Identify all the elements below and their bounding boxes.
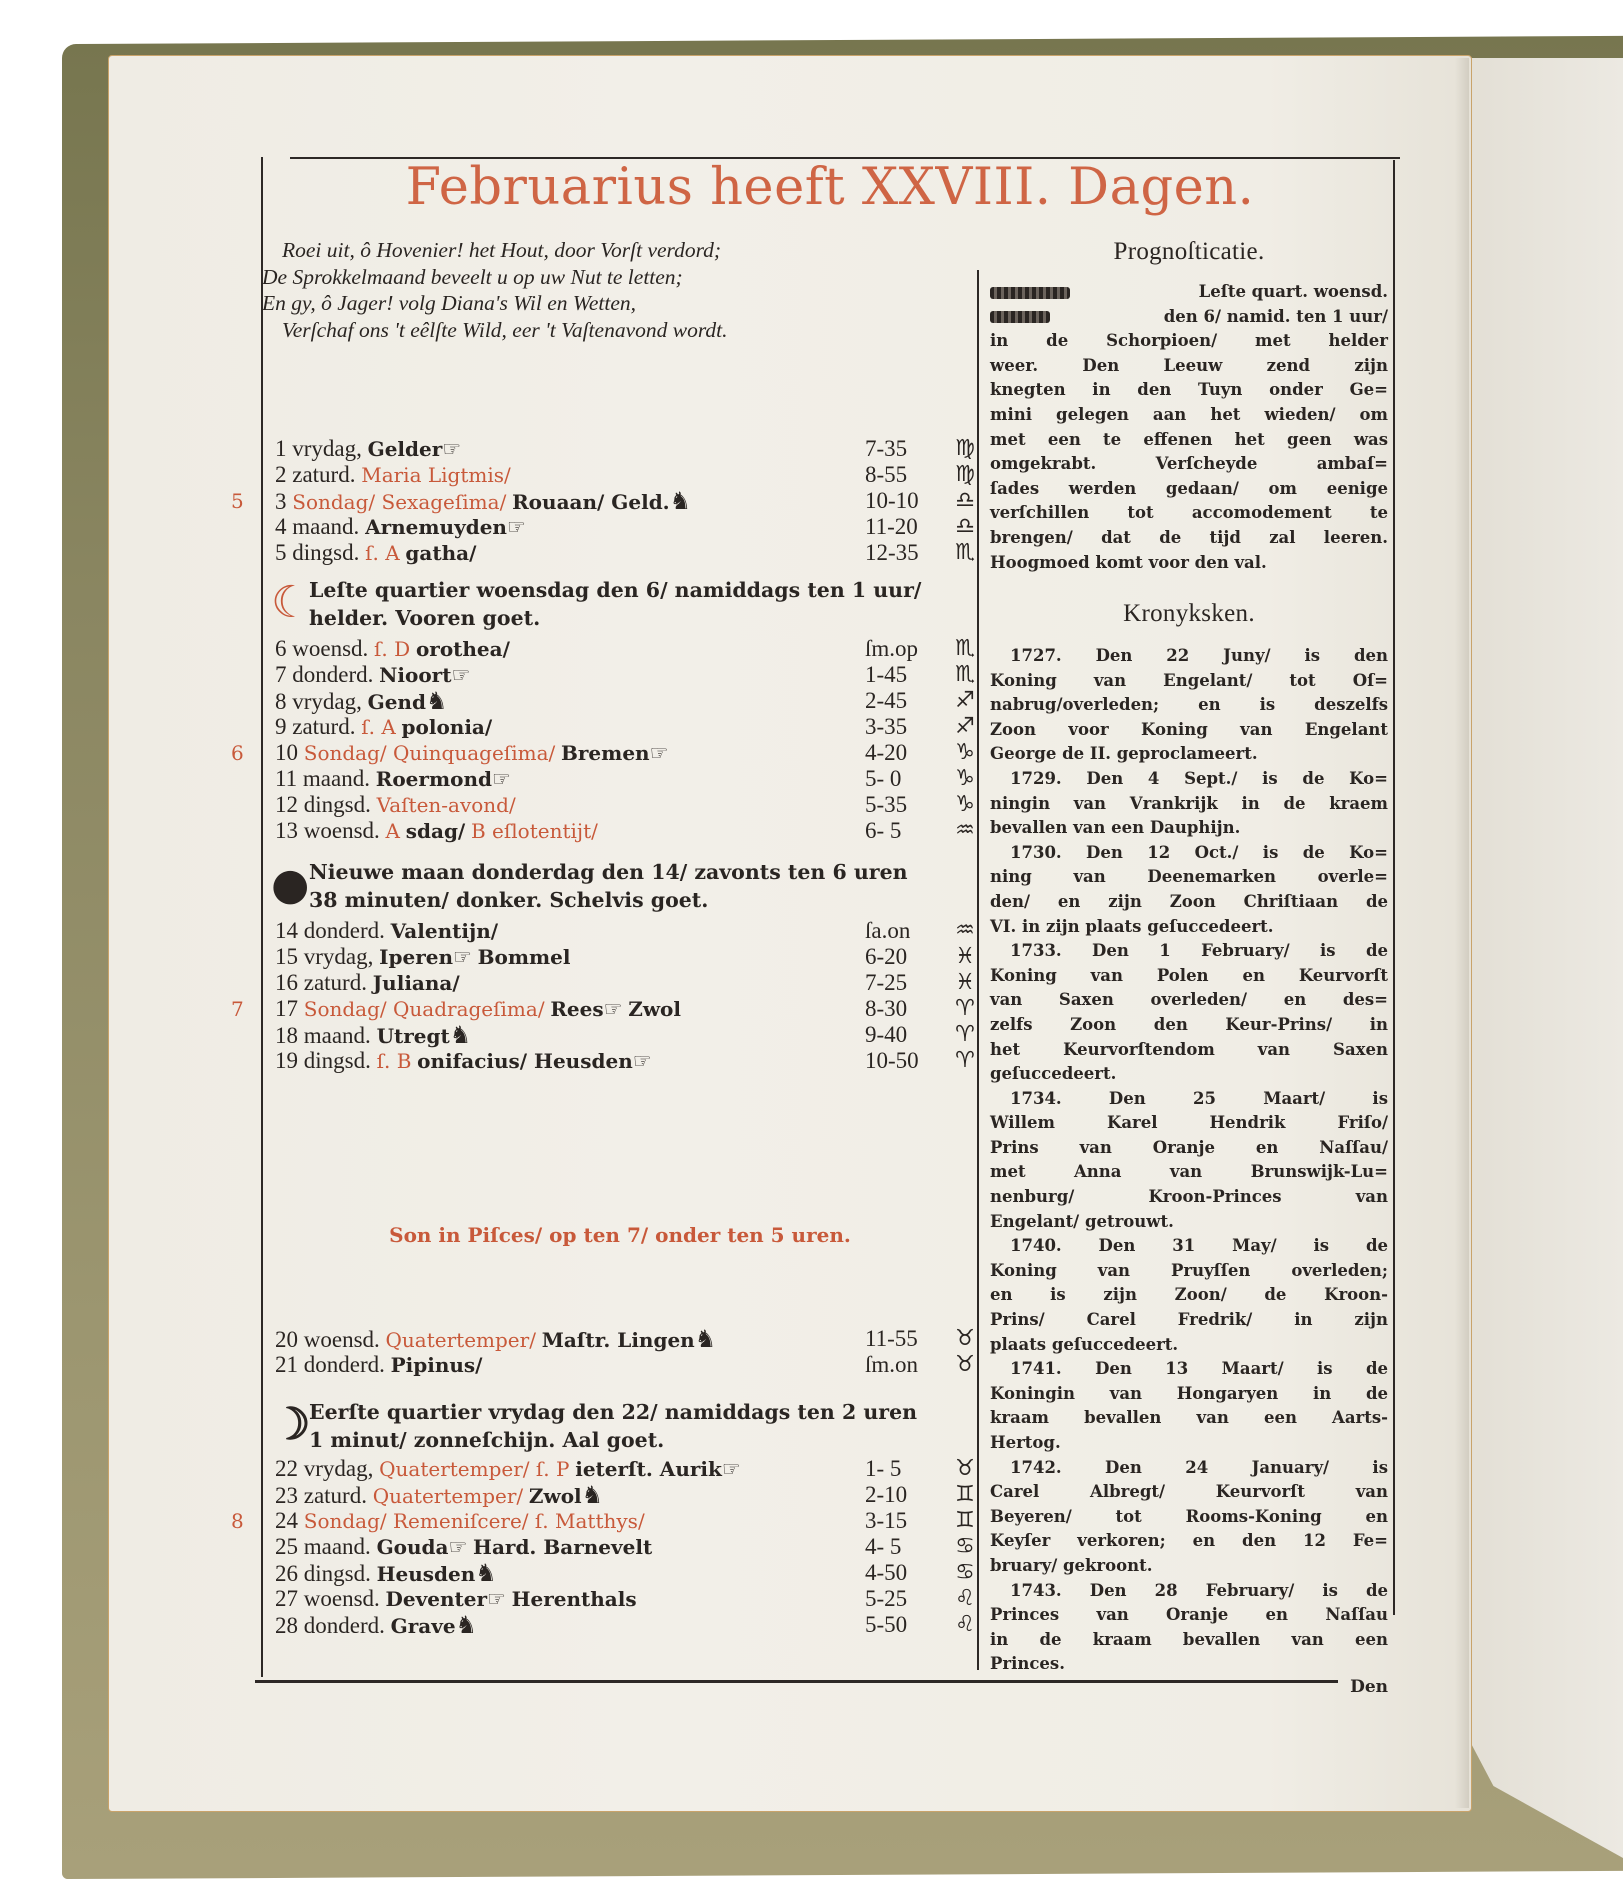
zodiac-sign-icon: ♉ (955, 1456, 975, 1481)
chronicle-line: bevallen van een Dauphijn. (990, 818, 1241, 838)
chronicle-line: Princes van Oranje en Naſſau (990, 1605, 1388, 1625)
prognosticatie-line (990, 305, 1388, 330)
chronicle-line: en is zijn Zoon/ de Kroon- (990, 1285, 1388, 1305)
moon-phase-note-last-quarter (271, 568, 975, 636)
prognosticatie-line: verſchillen tot accomodement te (990, 503, 1388, 523)
moonrise-time: 4-50 (865, 1560, 908, 1585)
day-label: 5 dingsd. (275, 540, 360, 565)
chronicle-entry (990, 1456, 1388, 1579)
event-text: Grave (390, 1614, 456, 1638)
prognosticatie-line: ſades werden gedaan/ om eenige (990, 478, 1388, 498)
prognosticatie-line: omgekrabt. Verſcheyde ambaſ= (990, 454, 1388, 474)
zodiac-sign-icon: ♐ (955, 714, 975, 739)
event-text-secondary: Hard. Barnevelt (473, 1535, 653, 1559)
week-number: 5 (231, 489, 244, 513)
zodiac-sign-icon: ♈ (955, 1022, 975, 1047)
sun-note: Son in Piſces/ op ten 7/ onder ten 5 uren. (389, 1223, 851, 1247)
day-label: 24 (275, 1508, 298, 1533)
chronicle-line: Hertog. (990, 1433, 1061, 1452)
horse-icon: ♞ (449, 1021, 472, 1049)
event-text: Gend (367, 690, 426, 714)
calendar-row (275, 1022, 975, 1048)
chronicle-entry (990, 841, 1388, 939)
moonrise-time: 7-35 (865, 436, 908, 461)
feast-day: Sondag/ Quadrageſima/ (303, 997, 545, 1021)
moonrise-time: 8-55 (865, 462, 908, 487)
prognosticatie-section (990, 238, 1388, 575)
day-label: 7 donderd. (275, 662, 374, 687)
chronicle-line: nabrug/overleden; en is deszelfs (990, 695, 1388, 715)
calendar-row (275, 1326, 975, 1352)
moonrise-time: 1-45 (865, 662, 908, 687)
event-text: Arnemuyden (365, 515, 507, 539)
calendar-row (275, 918, 975, 944)
prognosticatie-line: Hoogmoed komt voor den val. (990, 552, 1267, 572)
feast-day: Maria Ligtmis/ (361, 463, 511, 487)
moonrise-time: 7-25 (865, 970, 908, 995)
day-label: 27 woensd. (275, 1586, 380, 1611)
moonrise-time: 3-15 (865, 1508, 908, 1533)
prognosticatie-heading: Prognoſticatie. (1113, 238, 1265, 265)
horse-icon: ♞ (694, 1325, 717, 1353)
moonrise-time: 6- 5 (865, 818, 902, 843)
verse-line: En gy, ô Jager! volg Diana's Wil en Wetten, (262, 291, 637, 315)
day-label: 22 vrydag, (275, 1456, 374, 1481)
calendar-block-4 (275, 1326, 975, 1378)
zodiac-sign-icon: ♓ (955, 970, 975, 995)
prognosticatie-line: brengen/ dat de tijd zal leeren. (990, 527, 1388, 547)
calendar-row (275, 818, 975, 844)
event-text: Rouaan/ Geld. (512, 490, 670, 514)
event-text: Bremen (560, 741, 650, 765)
chronicle-line: Koning van Pruyſſen overleden; (990, 1260, 1388, 1280)
day-label: 1 vrydag, (275, 436, 362, 461)
moonrise-time: 9-40 (865, 1022, 908, 1047)
horse-icon: ♞ (475, 1559, 497, 1587)
catchword: Den (1350, 1676, 1388, 1697)
chronicle-line: ningin van Vrankrijk in de kraem (990, 793, 1388, 813)
feast-day: ſ. D (374, 637, 411, 661)
calendar-row (275, 766, 975, 792)
pointing-hand-icon: ☞ (491, 767, 511, 791)
event-text: gatha/ (405, 541, 477, 565)
chronicle-entry (990, 1087, 1388, 1235)
spine-shadow (1455, 58, 1469, 1808)
week-number: 7 (231, 997, 244, 1021)
day-label: 15 vrydag, (275, 944, 374, 969)
calendar-row (275, 1352, 975, 1378)
pointing-hand-icon: ☞ (649, 741, 669, 765)
feast-day: Vaſten-avond/ (376, 793, 516, 817)
moon-note (271, 858, 975, 914)
calendar-row (231, 996, 975, 1022)
moonrise-time: 4- 5 (865, 1534, 902, 1559)
facing-page (1465, 58, 1623, 1858)
zodiac-sign-icon: ♊ (955, 1482, 975, 1507)
moonrise-time: 5- 0 (865, 766, 902, 791)
zodiac-sign-icon: ♍ (955, 462, 975, 487)
moonrise-time: ſm.op (865, 636, 919, 661)
chronicle-line: Willem Karel Hendrik Friſo/ (990, 1113, 1388, 1133)
calendar-block-3 (231, 918, 975, 1074)
chronicle-line: plaats geſuccedeert. (990, 1334, 1179, 1354)
event-text: Iperen (379, 945, 453, 969)
horse-icon: ♞ (669, 487, 692, 515)
pointing-hand-icon: ☞ (603, 997, 623, 1021)
zodiac-sign-icon: ♒ (955, 818, 975, 843)
day-label: 3 (275, 489, 287, 514)
calendar-row (275, 1612, 975, 1638)
pointing-hand-icon: ☞ (448, 1535, 468, 1559)
verse (262, 237, 972, 343)
chronicle-line: 1741. Den 13 Maart/ is de (1010, 1359, 1388, 1379)
event-text: Utregt (376, 1024, 450, 1048)
feast-day: Sondag/ Remeniſcere/ ſ. Matthys/ (303, 1509, 645, 1533)
day-label: 12 dingsd. (275, 792, 371, 817)
kronyksken-heading: Kronyksken. (1123, 600, 1255, 627)
feast-day: ſ. B (376, 1049, 412, 1073)
calendar-row (275, 540, 975, 566)
kronyksken-section (990, 600, 1388, 1697)
event-text: Zwol (528, 1484, 582, 1508)
chronicle-line: van Saxen overleden/ en des= (990, 990, 1388, 1010)
pointing-hand-icon: ☞ (451, 663, 471, 687)
calendar-row (275, 1482, 975, 1508)
zodiac-sign-icon: ♋ (955, 1560, 975, 1585)
feast-day: Quatertemper/ (385, 1328, 536, 1352)
chronicle-line: 1730. Den 12 Oct./ is de Ko= (1010, 842, 1388, 862)
zodiac-sign-icon: ♌ (955, 1586, 975, 1611)
feast-day: ſ. A (361, 715, 396, 739)
chronicle-line: Engelant/ getrouwt. (990, 1211, 1174, 1231)
moonrise-time: 12-35 (865, 540, 919, 565)
chronicle-line: Koning van Polen en Keurvorſt (990, 965, 1388, 985)
chronicle-line: bruary/ gekroont. (990, 1555, 1153, 1575)
event-text-secondary: Herenthals (511, 1587, 637, 1611)
week-number: 8 (231, 1509, 244, 1533)
pointing-hand-icon: ☞ (506, 515, 526, 539)
verse-line: Roei uit, ô Hovenier! het Hout, door Vorſt verdord; (282, 238, 722, 262)
pointing-hand-icon: ☞ (721, 1457, 741, 1481)
event-text-secondary: Zwol (628, 997, 681, 1021)
event-text: Gelder (367, 437, 443, 461)
event-text: Valentijn/ (390, 919, 499, 943)
chronicle-line: zelfs Zoon den Keur-Prins/ in (990, 1014, 1388, 1034)
moon-note-line: helder. Vooren goet. (309, 606, 541, 630)
frame-rule-right (1393, 160, 1395, 1615)
zodiac-sign-icon: ♏ (955, 662, 975, 687)
prognosticatie-line-text: Leſte quart. woensd. (1198, 282, 1388, 301)
zodiac-sign-icon: ♑ (955, 740, 975, 765)
feast-day: Quatertemper/ (372, 1484, 524, 1508)
moonrise-time: 10-50 (865, 1048, 919, 1073)
day-label: 10 (275, 740, 298, 765)
day-label: 21 donderd. (275, 1352, 385, 1377)
chronicle-entry (990, 1579, 1388, 1677)
event-text: ieterſt. Aurik (575, 1457, 722, 1481)
chronicle-entry (990, 644, 1388, 767)
calendar-row (275, 436, 975, 462)
day-label: 19 dingsd. (275, 1048, 371, 1073)
day-label: 8 vrydag, (275, 689, 362, 714)
event-text: onifacius/ Heusden (417, 1049, 633, 1073)
verse-line: De Sprokkelmaand beveelt u op uw Nut te letten; (262, 264, 683, 289)
zodiac-sign-icon: ♉ (955, 1326, 975, 1351)
chronicle-line: VI. in zijn plaats geſuccedeert. (990, 916, 1274, 936)
moonrise-time: 5-35 (865, 792, 908, 817)
calendar-row (275, 970, 975, 996)
calendar-row (231, 1508, 975, 1534)
chronicle-line: 1743. Den 28 February/ is de (1010, 1580, 1388, 1600)
chronicle-entry (990, 939, 1388, 1087)
moonrise-time: 3-35 (865, 714, 908, 739)
calendar-row (275, 714, 975, 740)
moonrise-time: 2-10 (865, 1482, 908, 1507)
chronicle-line: het Keurvorſtendom van Saxen (990, 1039, 1388, 1059)
day-label: 17 (275, 996, 298, 1021)
chronicle-line: met Anna van Brunswijk-Lu= (990, 1162, 1388, 1182)
calendar-row (275, 1586, 975, 1612)
event-text: sdag/ (405, 819, 466, 843)
ornament-icon (990, 311, 1050, 323)
calendar-row (275, 514, 975, 540)
horse-icon: ♞ (425, 687, 448, 715)
chronicle-line: Koning van Engelant/ tot Oſ= (990, 670, 1388, 690)
frame-rule-left (261, 157, 263, 1677)
zodiac-sign-icon: ♒ (955, 918, 975, 943)
pointing-hand-icon: ☞ (453, 945, 472, 969)
event-text: polonia/ (401, 715, 493, 739)
event-text: Gouda (376, 1535, 449, 1559)
event-text: Rees (550, 997, 604, 1021)
zodiac-sign-icon: ♋ (955, 1534, 975, 1559)
day-label: 13 woensd. (275, 818, 380, 843)
chronicle-line: Carel Albregt/ Keurvorſt van (990, 1482, 1388, 1502)
prognosticatie-line-text: den 6/ namid. ten 1 uur/ (1163, 306, 1388, 326)
moon-note-line: 1 minut/ zonneſchijn. Aal goet. (309, 1428, 665, 1452)
moonrise-time: 4-20 (865, 740, 908, 765)
event-text: orothea/ (415, 637, 510, 661)
calendar-row (275, 688, 975, 714)
event-text: Heusden (376, 1562, 476, 1586)
moonrise-time: ſm.on (865, 1352, 919, 1377)
day-label: 23 zaturd. (275, 1483, 367, 1508)
event-text-secondary: Bommel (477, 945, 571, 969)
prognosticatie-line: met een te effenen het geen was (990, 429, 1388, 449)
day-label: 4 maand. (275, 514, 360, 539)
zodiac-sign-icon: ♎ (955, 514, 975, 539)
week-number: 6 (231, 741, 244, 765)
day-label: 14 donderd. (275, 918, 385, 943)
moon-note-line: Nieuwe maan donderdag den 14/ zavonts ten 6 uren (309, 860, 908, 884)
zodiac-sign-icon: ♑ (955, 766, 975, 791)
event-text: Deventer (385, 1587, 487, 1611)
moonrise-time: 8-30 (865, 996, 908, 1021)
prognosticatie-text (990, 280, 1388, 575)
moonrise-time: 5-50 (865, 1612, 908, 1637)
calendar-block-2 (231, 636, 975, 844)
calendar-block-5 (231, 1456, 975, 1639)
moon-note (271, 576, 975, 632)
feast-day: Sondag/ Quinquageſima/ (303, 741, 556, 765)
page-title: Februarius heeft XXVIII. Dagen. (405, 158, 1255, 217)
moon-phase-note-new-moon (271, 850, 975, 918)
verse-line: Verſchaf ons 't eêlſte Wild, eer 't Vaſtenavond wordt. (282, 317, 728, 342)
chronicle-line: 1729. Den 4 Sept./ is de Ko= (1010, 768, 1388, 788)
first-quarter-moon-icon: ☽ (271, 1399, 311, 1450)
chronicle-line: geſuccedeert. (990, 1064, 1117, 1084)
zodiac-sign-icon: ♈ (955, 996, 975, 1021)
horse-icon: ♞ (455, 1611, 478, 1639)
day-label: 11 maand. (275, 766, 370, 791)
chronicle-line: 1734. Den 25 Maart/ is (1010, 1088, 1388, 1108)
moonrise-time: 11-20 (865, 514, 918, 539)
calendar-row (275, 462, 975, 488)
calendar-row (275, 1456, 975, 1482)
chronicle-line: Keyſer verkoren; en den 12 Fe= (990, 1531, 1388, 1551)
day-label: 25 maand. (275, 1534, 371, 1559)
ornament-icon (990, 287, 1070, 299)
day-label: 28 donderd. (275, 1613, 385, 1638)
event-text: Roermond (375, 767, 492, 791)
calendar-row (275, 662, 975, 688)
moonrise-time: 1- 5 (865, 1456, 902, 1481)
chronicle-line: Koningin van Hongaryen in de (990, 1383, 1388, 1403)
day-label: 26 dingsd. (275, 1561, 371, 1586)
chronicle-line: ning van Deenemarken overle= (990, 867, 1388, 887)
prognosticatie-line (990, 280, 1388, 305)
prognosticatie-line: knegten in den Tuyn onder Ge= (990, 380, 1388, 400)
calendar-row (275, 1048, 975, 1074)
day-label: 2 zaturd. (275, 462, 356, 487)
chronicle-line: 1733. Den 1 February/ is de (1010, 941, 1388, 961)
calendar-row (275, 944, 975, 970)
new-moon-icon: ● (271, 859, 310, 910)
last-quarter-moon-icon: ☾ (271, 577, 311, 628)
chronicle-entry (990, 1357, 1388, 1455)
zodiac-sign-icon: ♐ (955, 688, 975, 713)
horse-icon: ♞ (581, 1481, 604, 1509)
moonrise-time: 5-25 (865, 1586, 908, 1611)
moon-phase-note-first-quarter (271, 1390, 975, 1458)
event-text: Juliana/ (372, 971, 460, 995)
feast-day: Quatertemper/ ſ. P (379, 1457, 570, 1481)
chronicle-line: Prins/ Carel Fredrik/ in zijn (990, 1310, 1388, 1330)
chronicle-entry (990, 767, 1388, 841)
prognosticatie-line: mini gelegen aan het wieden/ om (990, 404, 1388, 424)
chronicle-line: 1742. Den 24 January/ is (1010, 1457, 1388, 1477)
event-text: Nioort (379, 663, 452, 687)
chronicle-line: Zoon voor Koning van Engelant (990, 719, 1388, 739)
zodiac-sign-icon: ♊ (955, 1508, 975, 1533)
pointing-hand-icon: ☞ (487, 1587, 506, 1611)
chronicle-line: 1727. Den 22 Juny/ is den (1010, 646, 1388, 665)
calendar-row (275, 1560, 975, 1586)
calendar-row (275, 792, 975, 818)
zodiac-sign-icon: ♏ (955, 540, 975, 565)
moon-note-line: Eerſte quartier vrydag den 22/ namiddags ten 2 uren (309, 1400, 918, 1424)
feast-day: A (385, 819, 400, 843)
moonrise-time: 2-45 (865, 688, 908, 713)
chronicle-line: kraam bevallen van een Aarts- (990, 1408, 1388, 1428)
prognosticatie-line: weer. Den Leeuw zend zijn (990, 355, 1388, 375)
day-label: 20 woensd. (275, 1327, 380, 1352)
day-label: 6 woensd. (275, 636, 369, 661)
moon-note (271, 1398, 975, 1454)
event-text: Pipinus/ (390, 1353, 483, 1377)
zodiac-sign-icon: ♑ (955, 792, 975, 817)
zodiac-sign-icon: ♉ (955, 1352, 975, 1377)
day-label: 9 zaturd. (275, 714, 356, 739)
moonrise-time: 6-20 (865, 944, 908, 969)
calendar-row (231, 487, 975, 515)
moon-note-line: Leſte quartier woensdag den 6/ namiddags ten 1 uur/ (309, 578, 922, 602)
chronicle-line: in de kraam bevallen van een (990, 1629, 1388, 1649)
pointing-hand-icon: ☞ (442, 437, 462, 461)
calendar-block-1 (231, 436, 975, 566)
zodiac-sign-icon: ♓ (955, 944, 975, 969)
kronyksken-text (990, 644, 1388, 1677)
feast-day: Sondag/ Sexageſima/ (292, 490, 507, 514)
zodiac-sign-icon: ♏ (955, 636, 975, 661)
event-text: Maſtr. Lingen (541, 1328, 695, 1352)
chronicle-entry (990, 1234, 1388, 1357)
chronicle-line: den/ en zijn Zoon Chriſtiaan de (990, 891, 1388, 911)
chronicle-line: Prins van Oranje en Naſſau/ (990, 1137, 1388, 1157)
day-label: 18 maand. (275, 1023, 371, 1048)
moon-note-line: 38 minuten/ donker. Schelvis goet. (309, 888, 709, 912)
zodiac-sign-icon: ♈ (955, 1048, 975, 1073)
day-label: 16 zaturd. (275, 970, 367, 995)
event-text-secondary: B eſlotentijt/ (470, 819, 598, 843)
zodiac-sign-icon: ♌ (955, 1612, 975, 1637)
moonrise-time: ſa.on (865, 918, 911, 943)
pointing-hand-icon: ☞ (632, 1049, 652, 1073)
calendar-row (275, 636, 975, 662)
chronicle-line: Beyeren/ tot Rooms-Koning en (990, 1506, 1388, 1526)
prognosticatie-line: in de Schorpioen/ met helder (990, 331, 1388, 351)
calendar-row (275, 1534, 975, 1560)
chronicle-line: 1740. Den 31 May/ is de (1010, 1236, 1388, 1256)
feast-day: ſ. A (365, 541, 400, 565)
zodiac-sign-icon: ♎ (955, 488, 975, 513)
calendar-row (231, 740, 975, 766)
moonrise-time: 11-55 (865, 1326, 918, 1351)
chronicle-line: George de II. geproclameert. (990, 744, 1258, 764)
chronicle-line: Princes. (990, 1654, 1065, 1674)
moonrise-time: 10-10 (865, 488, 919, 513)
zodiac-sign-icon: ♍ (955, 436, 975, 461)
chronicle-line: nenburg/ Kroon-Princes van (990, 1187, 1388, 1207)
